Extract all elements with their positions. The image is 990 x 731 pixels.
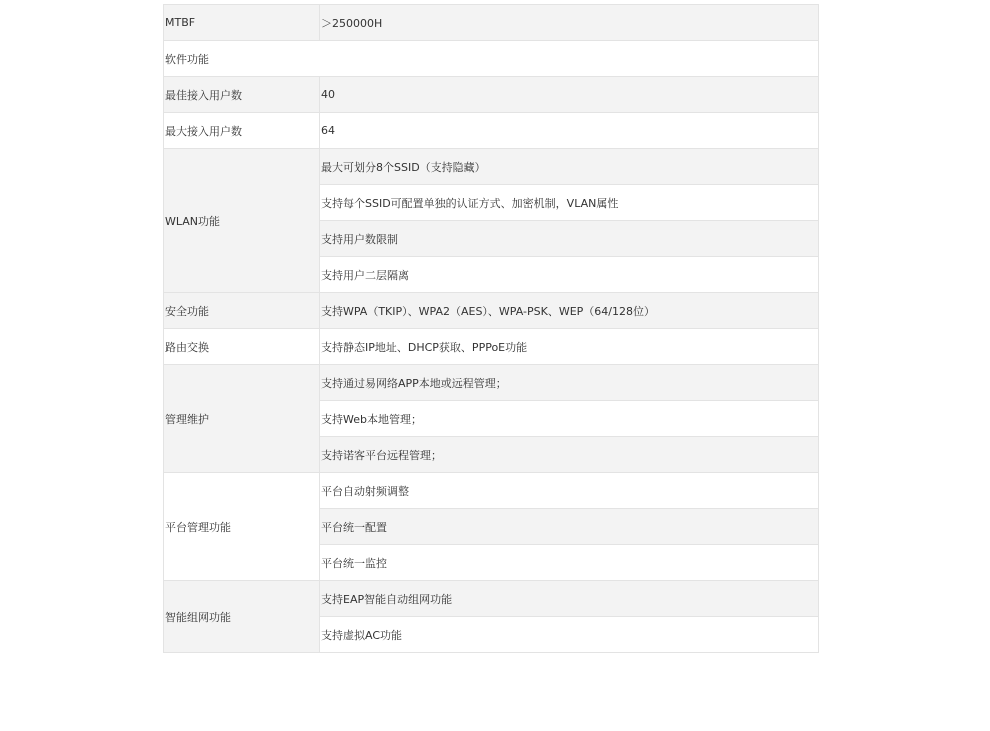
- spec-row: [164, 5, 819, 41]
- spec-key: 路由交换: [164, 329, 320, 365]
- spec-value: 支持EAP智能自动组网功能: [320, 581, 819, 617]
- spec-value: 平台统一配置: [320, 509, 819, 545]
- spec-value: 支持诺客平台远程管理；: [320, 437, 819, 473]
- spec-key: 平台管理功能: [164, 473, 320, 581]
- spec-value: 最大可划分8个SSID（支持隐藏）: [320, 149, 819, 185]
- spec-key: 最大接入用户数: [164, 113, 320, 149]
- spec-row: [164, 473, 819, 509]
- spec-row: [164, 365, 819, 401]
- spec-value: 64: [320, 113, 819, 149]
- spec-table: [163, 4, 819, 653]
- spec-key: WLAN功能: [164, 149, 320, 293]
- spec-row: [164, 293, 819, 329]
- spec-row: [164, 149, 819, 185]
- spec-row: [164, 581, 819, 617]
- spec-key: 安全功能: [164, 293, 320, 329]
- spec-key: 最佳接入用户数: [164, 77, 320, 113]
- spec-key: 智能组网功能: [164, 581, 320, 653]
- spec-value: 平台自动射频调整: [320, 473, 819, 509]
- spec-row: [164, 329, 819, 365]
- section-heading-row: [164, 41, 819, 77]
- section-heading: 软件功能: [164, 41, 819, 77]
- spec-value: 平台统一监控: [320, 545, 819, 581]
- spec-value: 支持用户数限制: [320, 221, 819, 257]
- spec-row: [164, 77, 819, 113]
- spec-value: 支持Web本地管理；: [320, 401, 819, 437]
- spec-value: 支持WPA（TKIP）、WPA2（AES）、WPA-PSK、WEP（64/128位）: [320, 293, 819, 329]
- spec-table-body: [164, 5, 819, 653]
- spec-value: 支持通过易网络APP本地或远程管理；: [320, 365, 819, 401]
- spec-value: 40: [320, 77, 819, 113]
- spec-value: 支持静态IP地址、DHCP获取、PPPoE功能: [320, 329, 819, 365]
- spec-value: 支持每个SSID可配置单独的认证方式、加密机制，VLAN属性: [320, 185, 819, 221]
- spec-value: 支持用户二层隔离: [320, 257, 819, 293]
- spec-value: ＞250000H: [320, 5, 819, 41]
- spec-value: 支持虚拟AC功能: [320, 617, 819, 653]
- spec-row: [164, 113, 819, 149]
- spec-key: 管理维护: [164, 365, 320, 473]
- spec-key: MTBF: [164, 5, 320, 41]
